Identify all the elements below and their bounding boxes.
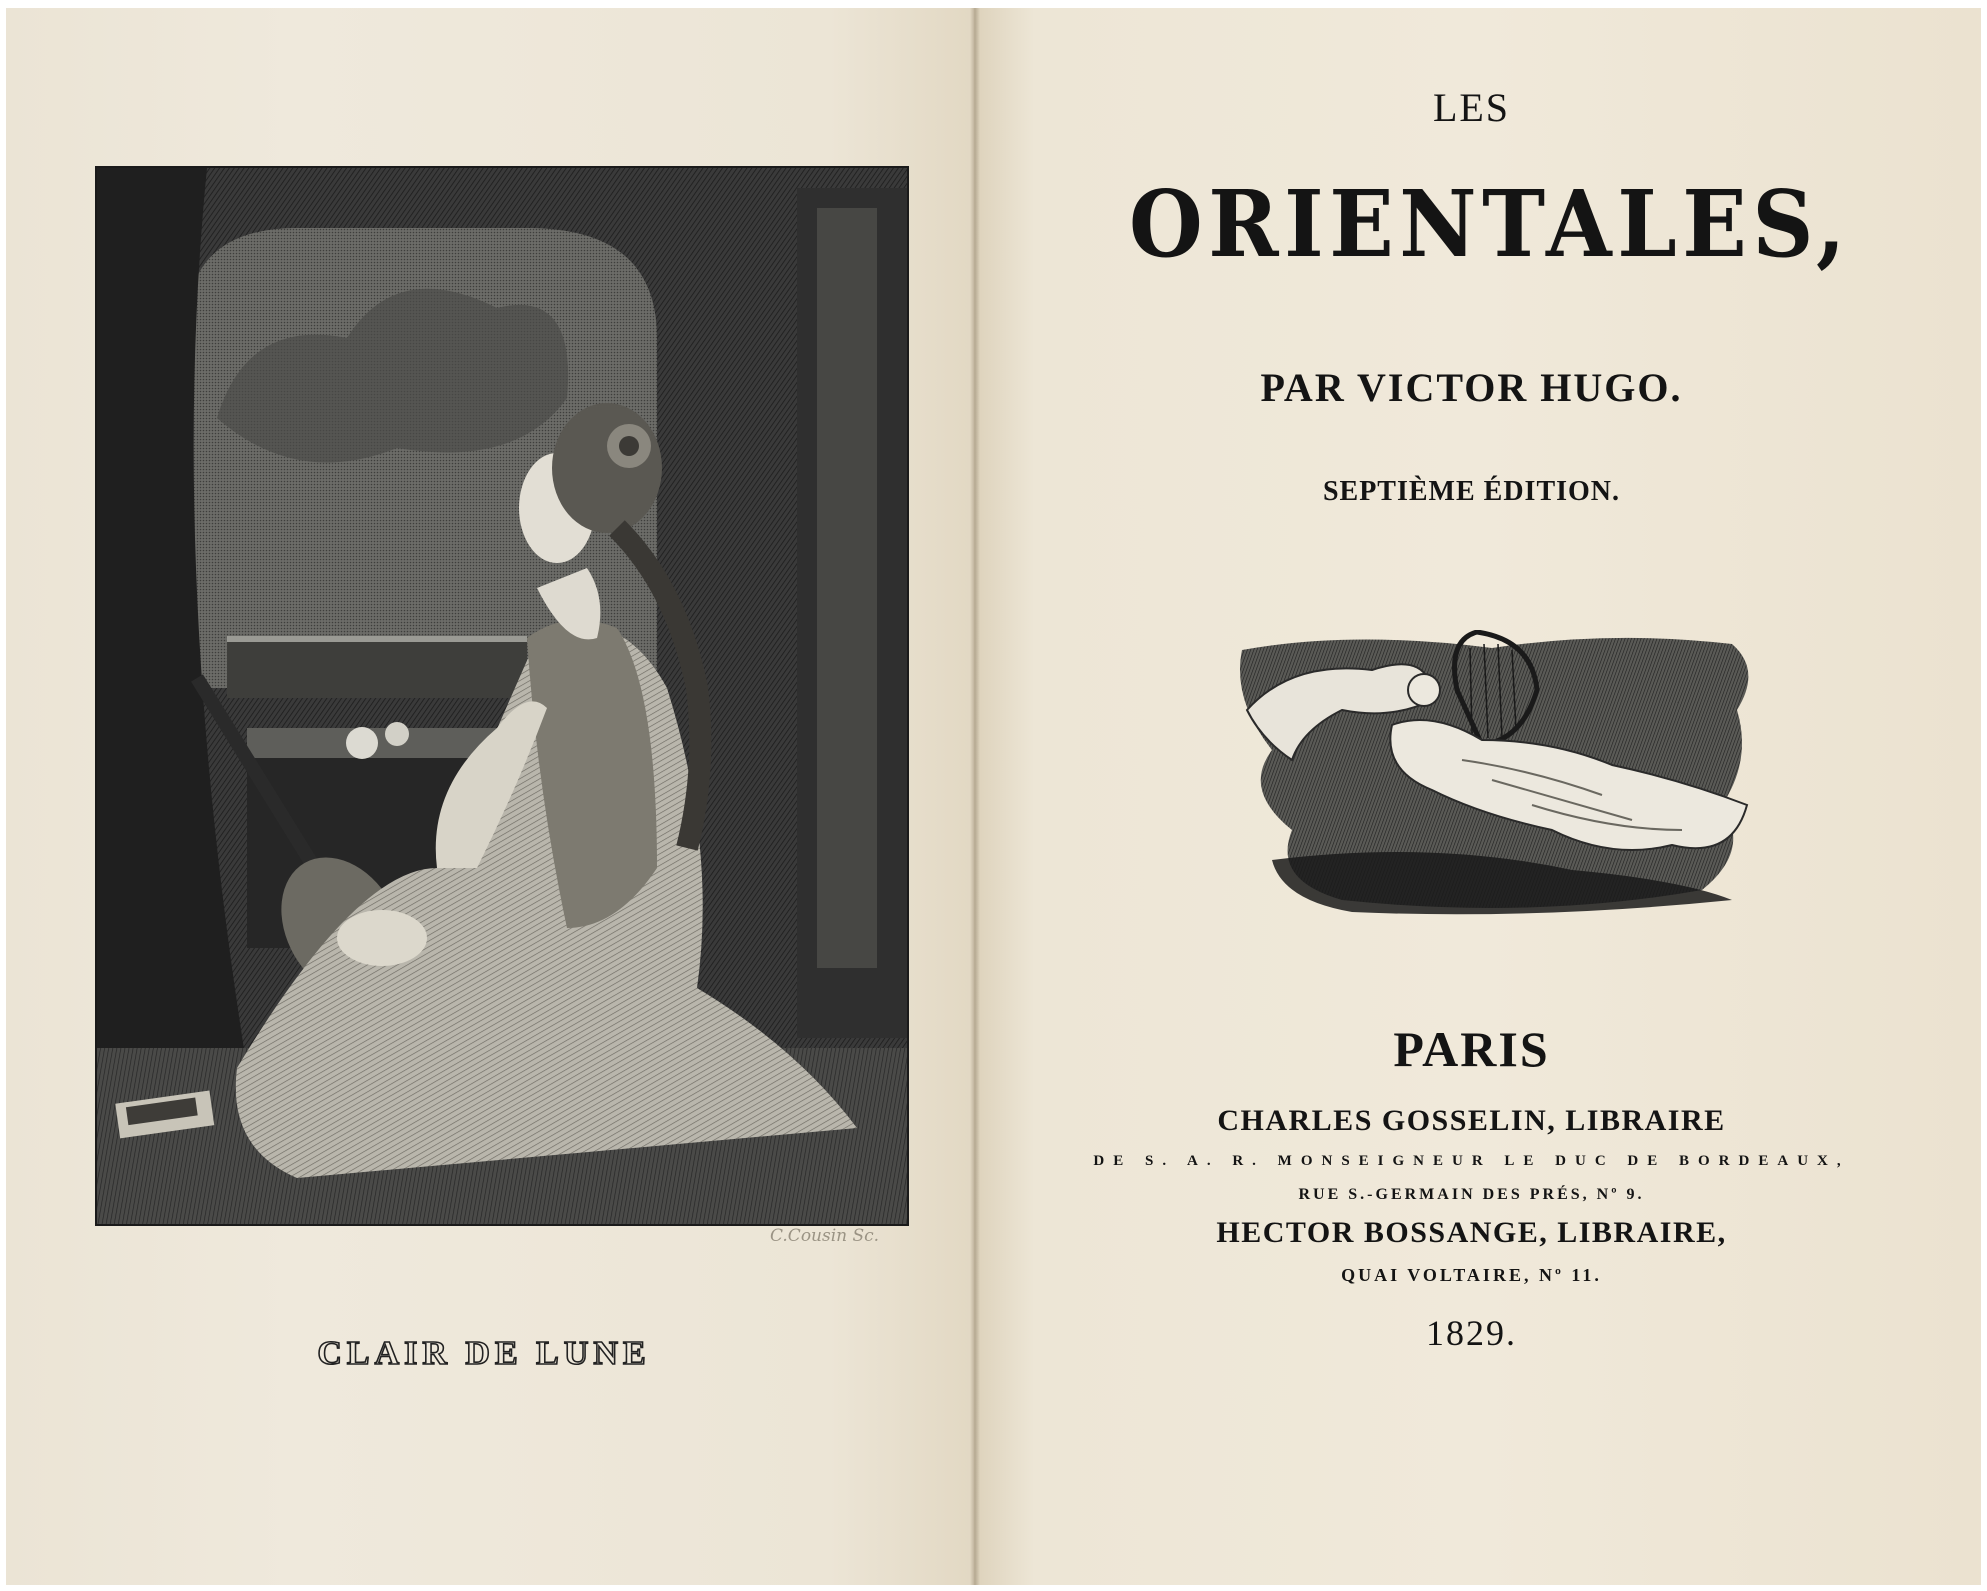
engraving-illustration	[97, 168, 907, 1224]
publication-year: 1829.	[1426, 1313, 1517, 1353]
publisher-2-address: QUAI VOLTAIRE, Nº 11.	[1341, 1265, 1602, 1285]
book-title: ORIENTALES,	[1129, 170, 1851, 278]
engraver-credit: C.Cousin Sc.	[770, 1226, 880, 1246]
publisher-1: CHARLES GOSSELIN, LIBRAIRE	[1217, 1104, 1726, 1137]
author-line: PAR VICTOR HUGO.	[1260, 365, 1683, 410]
imprint-city: PARIS	[1393, 1021, 1550, 1077]
publisher-1-address: RUE S.-GERMAIN DES PRÉS, Nº 9.	[1298, 1186, 1645, 1203]
harp-angel-vignette	[1232, 630, 1762, 920]
edition-line: SEPTIÈME ÉDITION.	[1322, 476, 1621, 507]
frontispiece-engraving	[95, 166, 909, 1226]
title-line-1: LES	[1432, 85, 1511, 130]
publisher-2: HECTOR BOSSANGE, LIBRAIRE,	[1216, 1216, 1727, 1249]
publisher-1-title: DE S. A. R. MONSEIGNEUR LE DUC DE BORDEAUX,	[1093, 1153, 1850, 1169]
plate-caption: CLAIR DE LUNE	[317, 1335, 651, 1372]
